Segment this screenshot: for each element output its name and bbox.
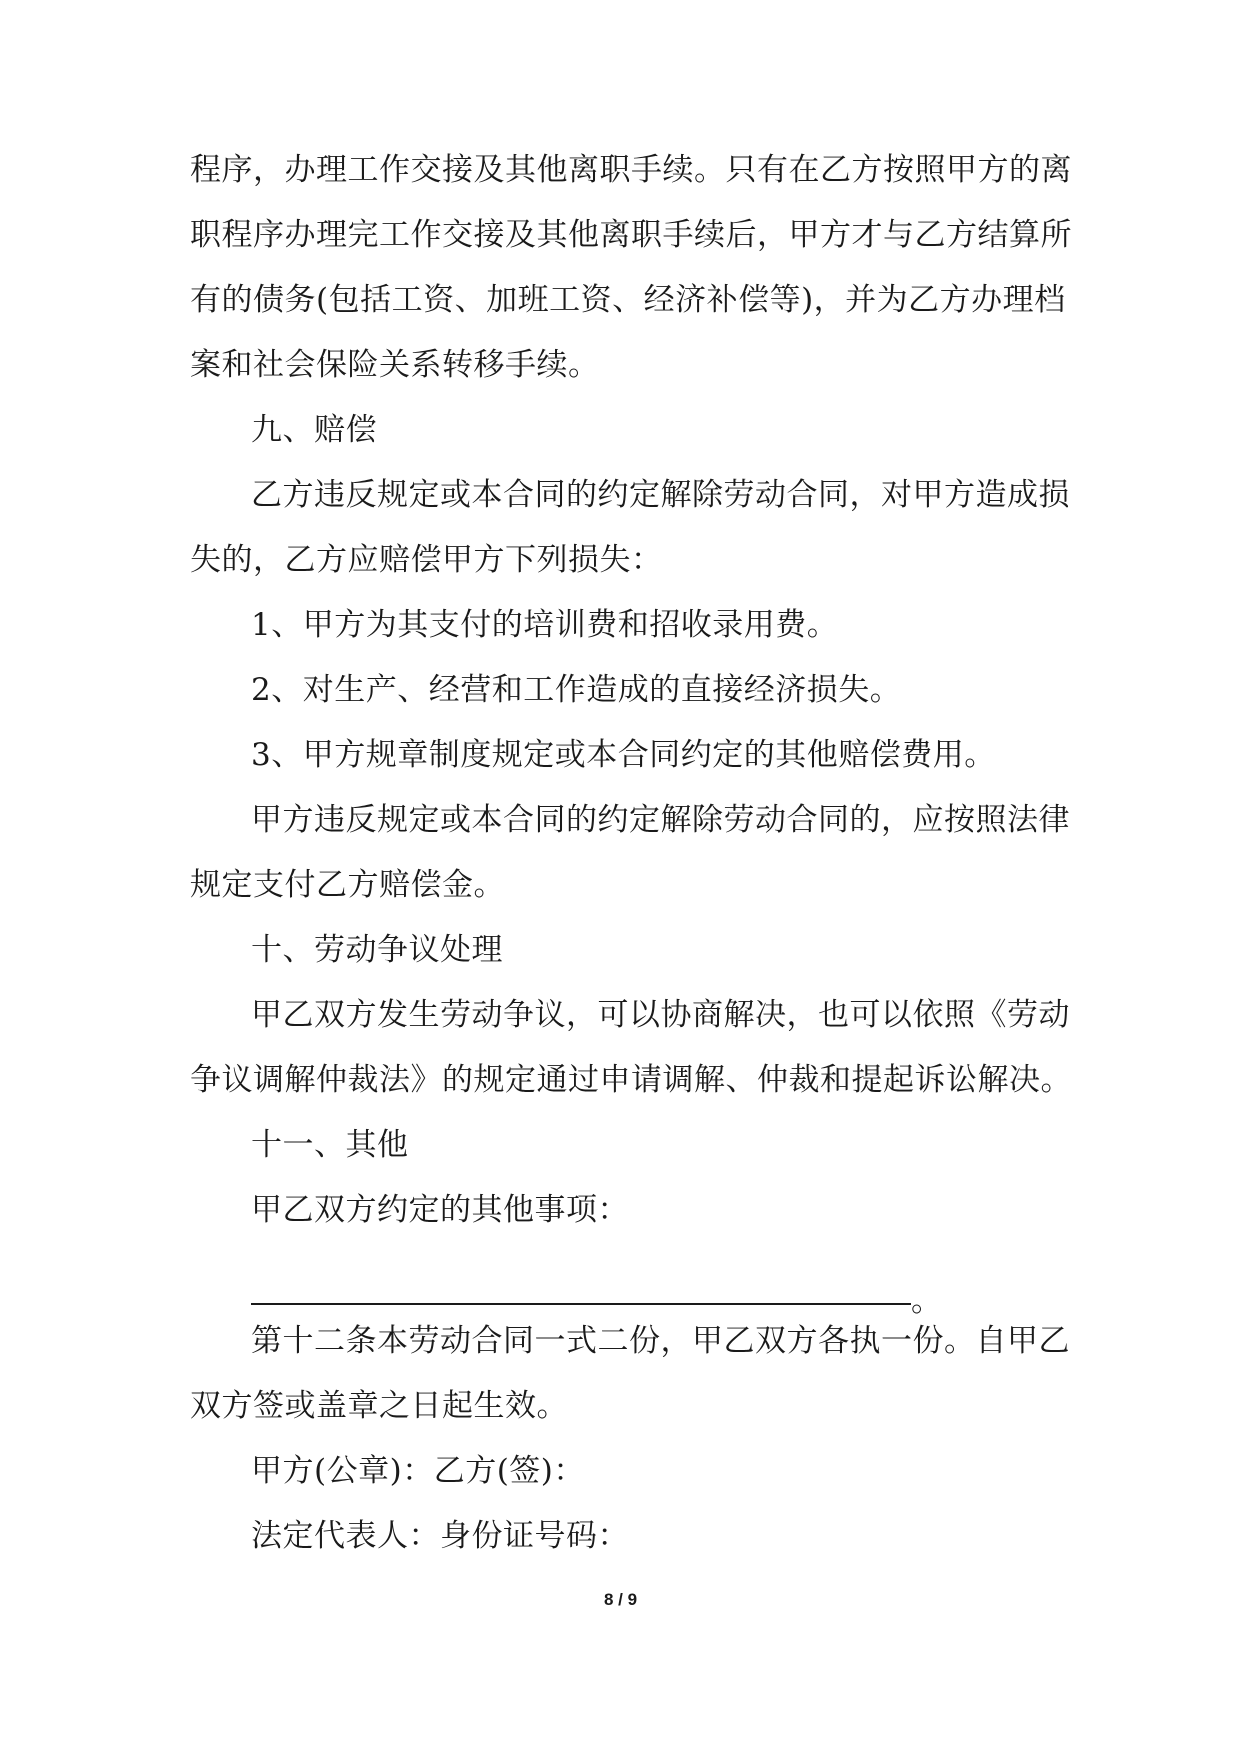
paragraph-line: 案和社会保险关系转移手续。 bbox=[190, 347, 600, 383]
paragraph-line: 有的债务(包括工资、加班工资、经济补偿等)，并为乙方办理档 bbox=[190, 282, 1066, 318]
list-item: 1、甲方为其支付的培训费和招收录用费。 bbox=[251, 607, 839, 643]
page-number: 8 / 9 bbox=[603, 1590, 638, 1609]
paragraph-line: 甲方违反规定或本合同的约定解除劳动合同的，应按照法律 bbox=[251, 802, 1070, 838]
paragraph-line: 甲乙双方发生劳动争议，可以协商解决，也可以依照《劳动 bbox=[251, 997, 1070, 1033]
section-heading-compensation: 九、赔偿 bbox=[251, 412, 377, 448]
signature-line-party: 甲方(公章)：乙方(签)： bbox=[251, 1453, 585, 1489]
section-heading-other: 十一、其他 bbox=[251, 1127, 409, 1163]
list-item: 3、甲方规章制度规定或本合同约定的其他赔偿费用。 bbox=[251, 737, 996, 773]
blank-underline bbox=[251, 1303, 911, 1305]
paragraph-line: 第十二条本劳动合同一式二份，甲乙双方各执一份。自甲乙 bbox=[251, 1323, 1070, 1359]
fill-in-blank bbox=[251, 1281, 942, 1321]
paragraph-line: 双方签或盖章之日起生效。 bbox=[190, 1388, 568, 1424]
paragraph-line: 规定支付乙方赔偿金。 bbox=[190, 867, 505, 903]
paragraph-line: 争议调解仲裁法》的规定通过申请调解、仲裁和提起诉讼解决。 bbox=[190, 1062, 1072, 1098]
paragraph-line: 甲乙双方约定的其他事项： bbox=[251, 1192, 629, 1228]
list-item: 2、对生产、经营和工作造成的直接经济损失。 bbox=[251, 672, 902, 708]
section-heading-dispute: 十、劳动争议处理 bbox=[251, 932, 503, 968]
paragraph-line: 乙方违反规定或本合同的约定解除劳动合同，对甲方造成损 bbox=[251, 477, 1070, 513]
blank-period: 。 bbox=[911, 1283, 942, 1319]
paragraph-line: 职程序办理完工作交接及其他离职手续后，甲方才与乙方结算所 bbox=[190, 217, 1072, 253]
signature-line-representative: 法定代表人：身份证号码： bbox=[251, 1518, 629, 1554]
paragraph-line: 失的，乙方应赔偿甲方下列损失： bbox=[190, 542, 663, 578]
paragraph-line: 程序，办理工作交接及其他离职手续。只有在乙方按照甲方的离 bbox=[190, 152, 1072, 188]
